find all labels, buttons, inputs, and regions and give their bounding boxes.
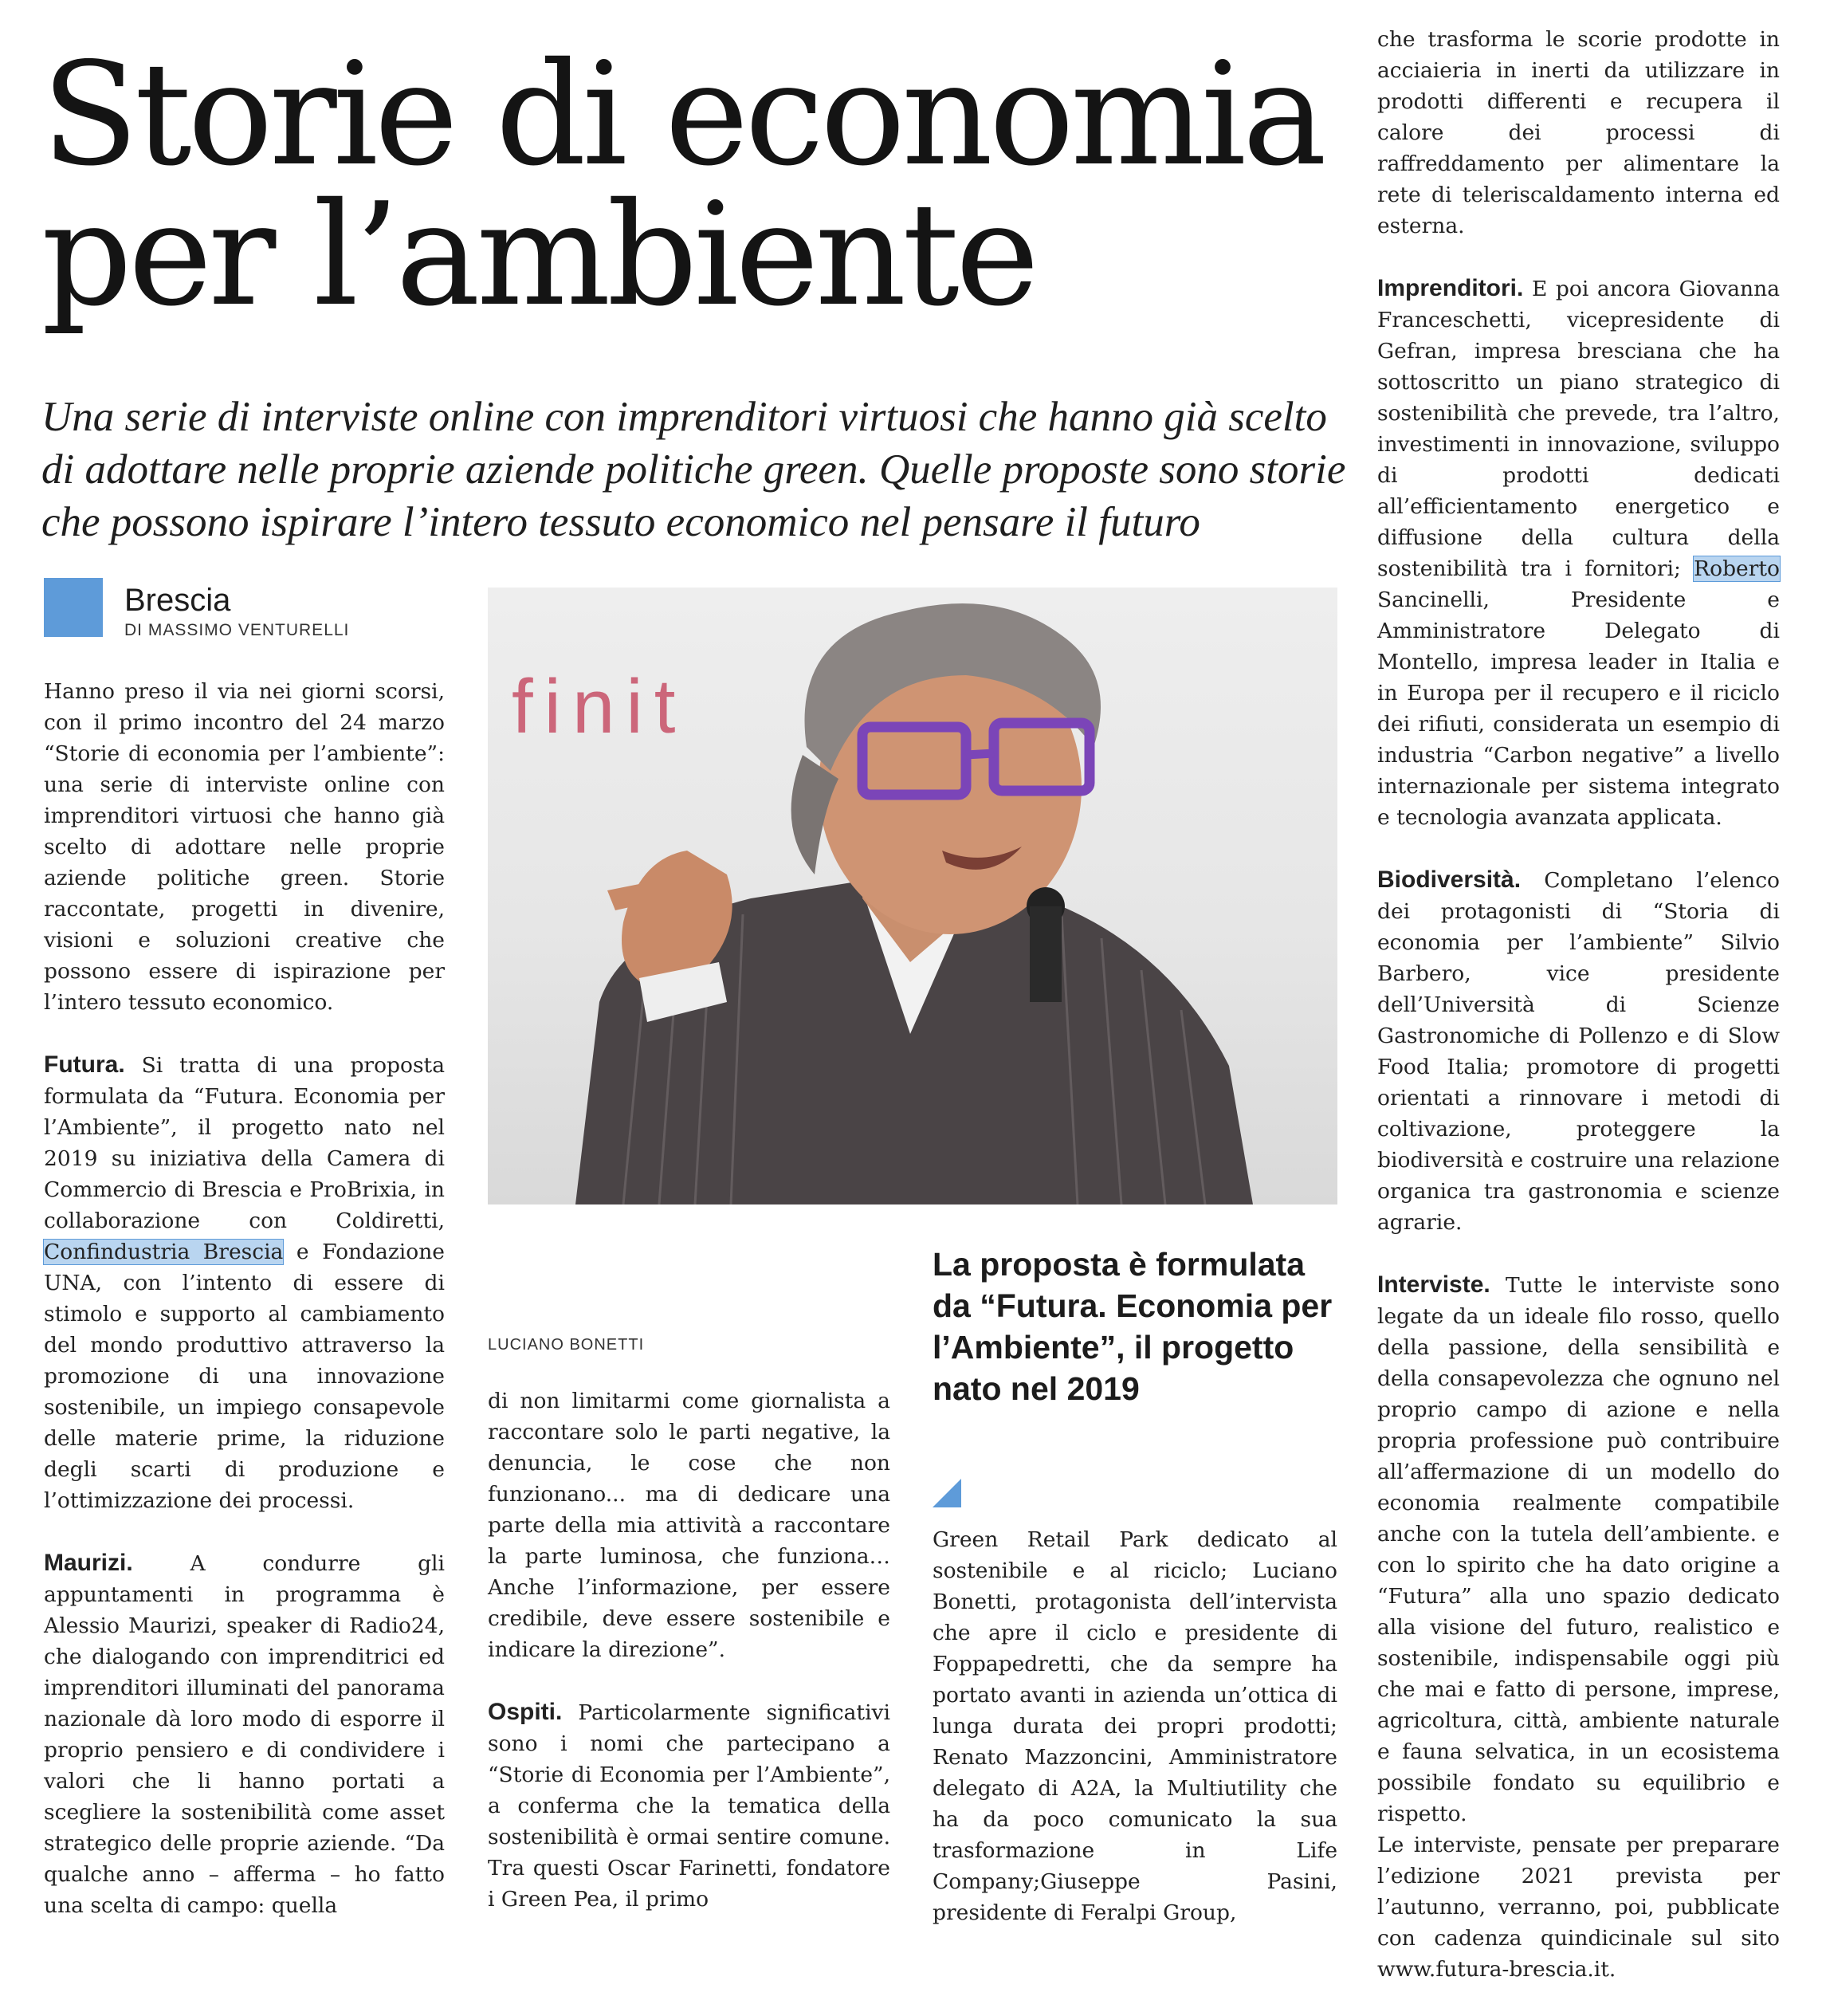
paragraph: Ospiti. Particolarmente significativi sono i nomi che partecipano a “Storie di Economia per l’Ambiente”, a conferma che la tematica della sostenibilità è ormai sentire comune. Tra questi Oscar Farinetti, fondatore i Green Pea, il primo bbox=[488, 1699, 890, 1912]
article-photo bbox=[488, 588, 1337, 1204]
paragraph-lead: Interviste. bbox=[1377, 1271, 1490, 1298]
article-column-3 bbox=[933, 1524, 1337, 1959]
headline-line-2: per l’ambiente bbox=[41, 172, 1036, 337]
paragraph: che trasforma le scorie prodotte in acciaieria in inerti da utilizzare in prodotti differenti e recupera il calore dei processi di raffreddamento per alimentare la rete di teleriscaldamento interna ed esterna. bbox=[1377, 27, 1780, 238]
paragraph: Green Retail Park dedicato al sostenibile e al riciclo; Luciano Bonetti, protagonista dell’intervista che apre il ciclo e presidente di Foppapedretti, che da sempre ha portato avanti in azienda un’ottica di lunga durata dei propri prodotti; Renato Mazzoncini, Amministratore delegato di A2A, la Multiutility che ha da poco comunicato la sua trasformazione in Life Company;Giuseppe Pasini, presidente di Feralpi Group, bbox=[933, 1527, 1337, 1925]
paragraph: Interviste. Tutte le interviste sono legate da un ideale filo rosso, quello della passione, della sensibilità e della consapevolezza che ognuno nel proprio campo di azione e nella propria professione può contribuire all’affermazione di un modello do economia realmente compatibile anche con la tutela dell’ambiente. e con lo spirito che ha dato origine a “Futura” alla uno spazio dedicato alla visione del futuro, realistico e sostenibile, indispensabile oggi più che mai e fatto di persone, imprese, agricoltura, città, ambiente naturale e fauna selvatica, in un ecosistema possibile fondato su equilibrio e rispetto. bbox=[1377, 1271, 1780, 1826]
paragraph-lead: Ospiti. bbox=[488, 1699, 563, 1725]
article-column-1 bbox=[44, 676, 445, 1952]
dateline-place: Brescia bbox=[124, 583, 231, 618]
photo-credit: LUCIANO BONETTI bbox=[488, 1336, 645, 1354]
kicker-square-icon bbox=[44, 578, 103, 637]
highlighted-entity[interactable]: Confindustria Brescia bbox=[44, 1240, 284, 1264]
paragraph: di non limitarmi come giornalista a raccontare solo le parti negative, la denuncia, le cose che non funzionano... ma di dedicare una parte della mia attività a raccontare la parte luminosa, che funziona… Anche l’informazione, per essere credibile, deve essere sostenibile e indicare la direzione”. bbox=[488, 1389, 890, 1662]
paragraph-lead: Imprenditori. bbox=[1377, 275, 1524, 301]
paragraph-lead: Biodiversità. bbox=[1377, 867, 1522, 893]
corner-triangle-icon bbox=[933, 1479, 961, 1507]
paragraph: Biodiversità. Completano l’elenco dei protagonisti di “Storia di economia per l’ambiente” Silvio Barbero, vice presidente dell’Università di Scienze Gastronomiche di Pollenzo e di Slow Food Italia; promotore di progetti orientati a rinnovare i metodi di coltivazione, proteggere la biodiversità e costruire una relazione organica tra gastronomia e scienze agrarie. bbox=[1377, 867, 1780, 1235]
byline: DI MASSIMO VENTURELLI bbox=[124, 621, 350, 639]
paragraph: Futura. Si tratta di una proposta formulata da “Futura. Economia per l’Ambiente”, il progetto nato nel 2019 su iniziativa della Camera di Commercio di Brescia e ProBrixia, in collaborazione con Coldiretti, Confindustria Brescia e Fondazione UNA, con l’intento di essere di stimolo e supporto al cambiamento del mondo produttivo attraverso la promozione di una innovazione sostenibile, un impiego consapevole delle materie prime, la riduzione degli scarti di produzione e l’ottimizzazione dei processi. bbox=[44, 1051, 445, 1513]
paragraph-lead: Futura. bbox=[44, 1051, 125, 1078]
article-column-2 bbox=[488, 1385, 890, 1946]
photo-background-sign: finit bbox=[512, 664, 687, 749]
paragraph: Le interviste, pensate per preparare l’edizione 2021 prevista per l’autunno, verranno, poi, pubblicate con cadenza quindicinale sul sito www.futura-brescia.it. bbox=[1377, 1833, 1780, 1982]
headline-line-1: Storie di economia bbox=[41, 32, 1323, 197]
headline bbox=[41, 32, 1365, 337]
paragraph: Hanno preso il via nei giorni scorsi, con il primo incontro del 24 marzo “Storie di economia per l’ambiente”: una serie di interviste online con imprenditori virtuosi che hanno già scelto di adottare nelle proprie aziende politiche green. Storie raccontate, progetti in divenire, visioni e soluzioni creative che possono essere di ispirazione per l’intero tessuto economico. bbox=[44, 679, 445, 1015]
paragraph-lead: Maurizi. bbox=[44, 1550, 133, 1576]
highlighted-entity[interactable]: Roberto bbox=[1694, 556, 1780, 581]
pull-quote: La proposta è formulata da “Futura. Economia per l’Ambiente”, il progetto nato nel 2019 bbox=[933, 1246, 1333, 1407]
paragraph: Maurizi. A condurre gli appuntamenti in programma è Alessio Maurizi, speaker di Radio24, che dialogando con imprenditrici ed imprenditori illuminati del panorama nazionale dà loro modo di esporre il proprio pensiero e di condividere i valori che li hanno portati a scegliere la sostenibilità come asset strategico delle proprie aziende. “Da qualche anno – afferma – ho fatto una scelta di campo: quella bbox=[44, 1550, 445, 1918]
portrait-illustration bbox=[488, 588, 1337, 1204]
paragraph: Imprenditori. E poi ancora Giovanna Franceschetti, vicepresidente di Gefran, impresa bresciana che ha sottoscritto un piano strategico di sostenibilità che prevede, tra l’altro, investimenti in innovazione, sviluppo di prodotti dedicati all’efficientamento energetico e diffusione della cultura della sostenibilità tra i fornitori; Roberto Sancinelli, Presidente e Amministratore Delegato di Montello, impresa leader in Italia e in Europa per il recupero e il riciclo dei rifiuti, considerata un esempio di industria “Carbon negative” a livello internazionale per sistema integrato e tecnologia avanzata applicata. bbox=[1377, 275, 1780, 830]
article-column-4 bbox=[1377, 24, 1780, 2016]
subheadline: Una serie di interviste online con imprenditori virtuosi che hanno già scelto di adottare nelle proprie aziende politiche green. Quelle proposte sono storie che possono ispirare l’intero tessuto economico nel pensare il futuro bbox=[41, 394, 1346, 545]
